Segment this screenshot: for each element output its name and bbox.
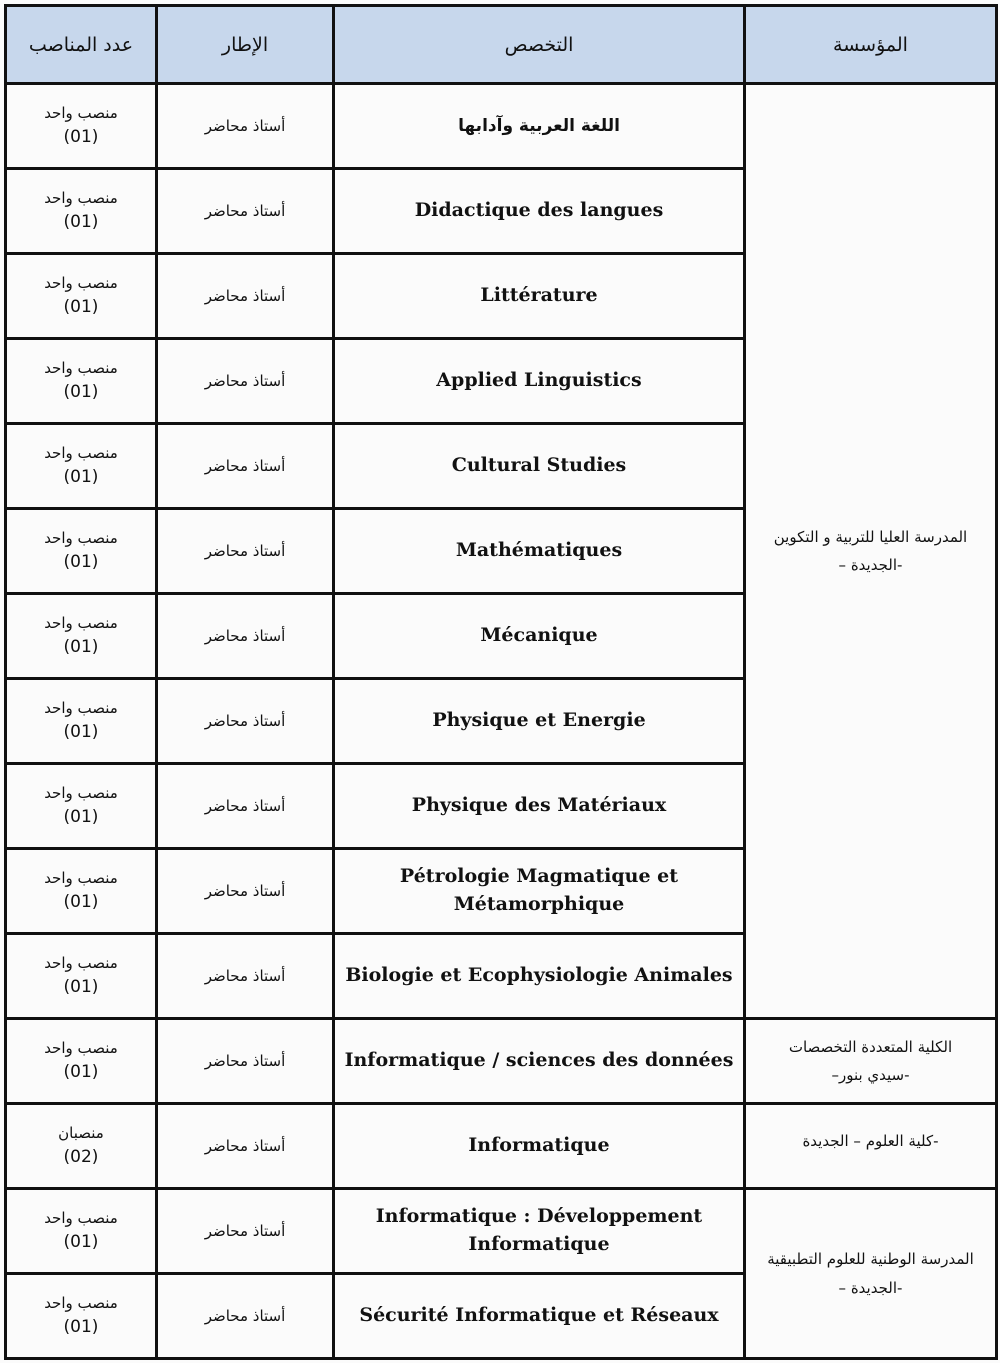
positions-count-label: منصب واحد <box>44 444 118 462</box>
specialty-line: اللغة العربية وآدابها <box>458 115 620 136</box>
frame-cell: أستاذ محاضر <box>158 340 335 425</box>
specialty-cell <box>335 425 746 510</box>
frame-cell: أستاذ محاضر <box>158 85 335 170</box>
positions-count-label: منصبان <box>58 1124 104 1142</box>
specialty-line: Biologie et Ecophysiologie Animales <box>345 964 733 987</box>
positions-count-number: (01) <box>63 721 99 742</box>
specialty-line: Informatique : Développement <box>375 1205 703 1228</box>
positions-count-number: (01) <box>63 1061 99 1082</box>
specialty-line: Physique des Matériaux <box>411 794 667 817</box>
positions-table <box>4 4 998 1360</box>
specialty-line: Mathématiques <box>455 539 623 562</box>
specialty-line: Informatique / sciences des données <box>344 1049 734 1072</box>
positions-count-label: منصب واحد <box>44 869 118 887</box>
positions-count-label: منصب واحد <box>44 189 118 207</box>
specialty-line: Informatique <box>468 1233 610 1255</box>
positions-count-label: منصب واحد <box>44 699 118 717</box>
positions-count-number: (01) <box>63 211 99 232</box>
specialty-line: Sécurité Informatique et Réseaux <box>359 1304 719 1327</box>
positions-count-label: منصب واحد <box>44 104 118 122</box>
positions-count-number: (01) <box>63 381 99 402</box>
positions-count-number: (01) <box>63 976 99 997</box>
institution-cell <box>746 1020 998 1105</box>
specialty-cell <box>335 935 746 1020</box>
specialty-cell <box>335 1275 746 1360</box>
specialty-cell <box>335 1020 746 1105</box>
table-body <box>7 85 998 1360</box>
frame-cell: أستاذ محاضر <box>158 935 335 1020</box>
positions-count-label: منصب واحد <box>44 784 118 802</box>
positions-count-number: (01) <box>63 466 99 487</box>
positions-count-cell <box>7 765 158 850</box>
frame-cell: أستاذ محاضر <box>158 680 335 765</box>
frame-cell: أستاذ محاضر <box>158 1275 335 1360</box>
positions-count-cell <box>7 1020 158 1105</box>
positions-count-number: (01) <box>63 1231 99 1252</box>
header-count: عدد المناصب <box>7 7 158 85</box>
positions-count-cell <box>7 170 158 255</box>
positions-count-label: منصب واحد <box>44 614 118 632</box>
positions-count-cell <box>7 595 158 680</box>
positions-count-label: منصب واحد <box>44 1209 118 1227</box>
specialty-cell <box>335 510 746 595</box>
table-row <box>7 1020 998 1105</box>
positions-count-cell <box>7 510 158 595</box>
specialty-line: Littérature <box>480 284 598 307</box>
institution-cell <box>746 1105 998 1190</box>
positions-count-cell <box>7 255 158 340</box>
positions-count-number: (02) <box>63 1146 99 1167</box>
specialty-cell <box>335 1105 746 1190</box>
specialty-line: Applied Linguistics <box>436 369 642 392</box>
specialty-cell <box>335 255 746 340</box>
positions-count-cell <box>7 85 158 170</box>
positions-count-number: (01) <box>63 891 99 912</box>
specialty-cell <box>335 340 746 425</box>
institution-line: كلية العلوم – الجديدة- <box>802 1132 939 1150</box>
specialty-line: Cultural Studies <box>451 454 627 477</box>
specialty-cell <box>335 1190 746 1275</box>
positions-count-cell <box>7 1190 158 1275</box>
frame-cell: أستاذ محاضر <box>158 1020 335 1105</box>
frame-cell: أستاذ محاضر <box>158 425 335 510</box>
institution-line: – الجديدة- <box>838 1278 903 1297</box>
specialty-line: Informatique <box>468 1134 610 1157</box>
specialty-line: Pétrologie Magmatique et <box>399 865 679 888</box>
specialty-cell <box>335 85 746 170</box>
frame-cell: أستاذ محاضر <box>158 510 335 595</box>
frame-cell: أستاذ محاضر <box>158 1105 335 1190</box>
institution-line: الكلية المتعددة التخصصات <box>788 1037 953 1056</box>
institution-line: – الجديدة- <box>838 556 903 574</box>
frame-cell: أستاذ محاضر <box>158 850 335 935</box>
institution-cell <box>746 85 998 1020</box>
specialty-cell <box>335 170 746 255</box>
positions-count-cell <box>7 850 158 935</box>
table-row <box>7 1105 998 1190</box>
table-row <box>7 1190 998 1275</box>
positions-count-label: منصب واحد <box>44 1294 118 1312</box>
institution-line: المدرسة العليا للتربية و التكوين <box>773 527 968 546</box>
specialty-line: Didactique des langues <box>414 199 664 222</box>
frame-cell: أستاذ محاضر <box>158 1190 335 1275</box>
table-row <box>7 85 998 170</box>
frame-cell: أستاذ محاضر <box>158 255 335 340</box>
positions-count-number: (01) <box>63 1316 99 1337</box>
frame-cell: أستاذ محاضر <box>158 765 335 850</box>
frame-cell: أستاذ محاضر <box>158 595 335 680</box>
specialty-cell <box>335 595 746 680</box>
positions-count-number: (01) <box>63 296 99 317</box>
header-institution: المؤسسة <box>746 7 998 85</box>
institution-line: المدرسة الوطنية للعلوم التطبيقية <box>767 1250 974 1268</box>
specialty-line: Métamorphique <box>453 893 625 915</box>
header-frame: الإطار <box>158 7 335 85</box>
header-specialty: التخصص <box>335 7 746 85</box>
positions-count-label: منصب واحد <box>44 1039 118 1057</box>
specialty-cell <box>335 850 746 935</box>
positions-count-cell <box>7 340 158 425</box>
positions-count-label: منصب واحد <box>44 359 118 377</box>
positions-count-label: منصب واحد <box>44 529 118 547</box>
positions-count-number: (01) <box>63 636 99 657</box>
positions-count-cell <box>7 425 158 510</box>
specialty-cell <box>335 765 746 850</box>
positions-count-number: (01) <box>63 126 99 147</box>
positions-count-cell <box>7 680 158 765</box>
positions-count-number: (01) <box>63 551 99 572</box>
specialty-line: Physique et Energie <box>432 709 646 732</box>
specialty-cell <box>335 680 746 765</box>
positions-count-cell <box>7 1275 158 1360</box>
positions-count-number: (01) <box>63 806 99 827</box>
table-header-row <box>7 7 998 85</box>
positions-count-cell <box>7 1105 158 1190</box>
positions-count-label: منصب واحد <box>44 954 118 972</box>
institution-cell <box>746 1190 998 1360</box>
positions-count-cell <box>7 935 158 1020</box>
specialty-line: Mécanique <box>480 624 598 647</box>
institution-line: –سيدي بنور- <box>831 1066 910 1084</box>
frame-cell: أستاذ محاضر <box>158 170 335 255</box>
positions-count-label: منصب واحد <box>44 274 118 292</box>
